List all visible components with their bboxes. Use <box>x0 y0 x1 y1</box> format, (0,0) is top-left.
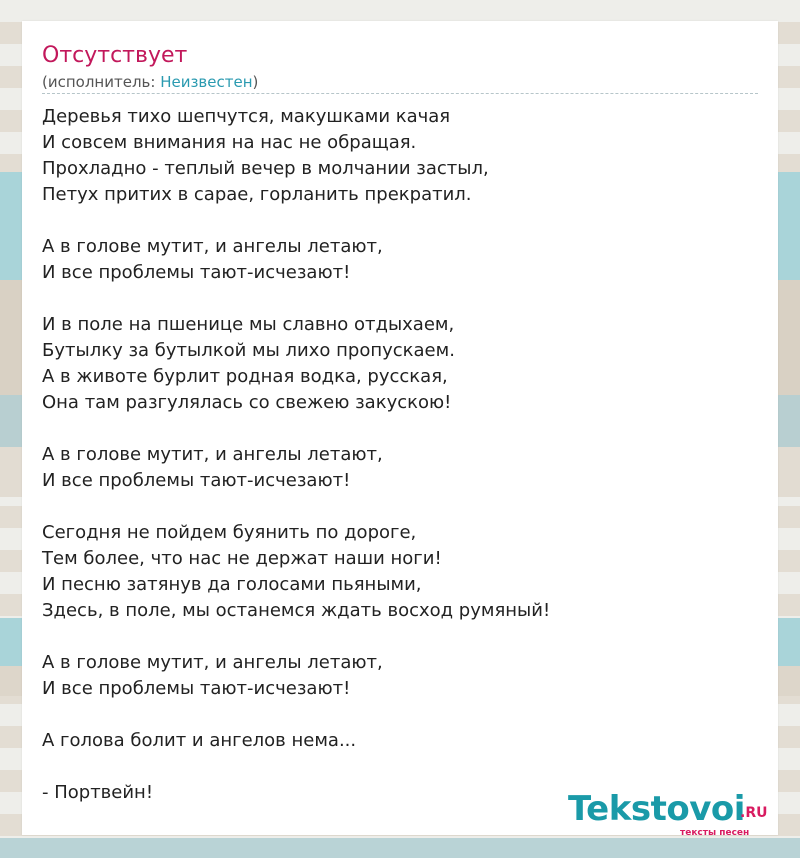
lyric-blank-line <box>42 702 762 728</box>
lyric-blank-line <box>42 208 762 234</box>
background-stripe <box>0 838 800 858</box>
lyric-line: И в поле на пшенице мы славно отдыхаем, <box>42 314 455 335</box>
lyric-blank-line <box>42 494 762 520</box>
lyric-line: И все проблемы тают-исчезают! <box>42 470 351 491</box>
artist-suffix: ) <box>252 73 259 91</box>
lyric-blank-line <box>42 754 762 780</box>
lyric-line: А в голове мутит, и ангелы летают, <box>42 236 383 257</box>
lyric-line: Прохладно - теплый вечер в молчании застыл, <box>42 158 489 179</box>
site-logo[interactable] <box>568 789 778 839</box>
artist-prefix: (исполнитель: <box>42 73 161 91</box>
logo-wordmark: Tekstovoi <box>568 789 745 829</box>
lyric-line: Петух притих в сарае, горланить прекратил. <box>42 184 472 205</box>
lyrics-body <box>42 104 762 806</box>
lyric-line: А в животе бурлит родная водка, русская, <box>42 366 448 387</box>
lyric-line: И все проблемы тают-исчезают! <box>42 678 351 699</box>
artist-line <box>42 73 258 91</box>
lyric-line: А голова болит и ангелов нема... <box>42 730 357 751</box>
lyric-line: И песню затянув да голосами пьяными, <box>42 574 422 595</box>
song-title: Отсутствует <box>42 43 188 68</box>
artist-link[interactable]: Неизвестен <box>160 73 253 91</box>
lyric-blank-line <box>42 416 762 442</box>
title-divider <box>42 93 758 94</box>
lyric-line: Деревья тихо шепчутся, макушками качая <box>42 106 451 127</box>
lyric-line: Она там разгулялась со свежею закускою! <box>42 392 452 413</box>
lyric-line: - Портвейн! <box>42 782 154 803</box>
lyric-line: Сегодня не пойдем буянить по дороге, <box>42 522 417 543</box>
lyric-blank-line <box>42 286 762 312</box>
lyric-line: Тем более, что нас не держат наши ноги! <box>42 548 442 569</box>
lyric-line: Здесь, в поле, мы останемся ждать восход румяный! <box>42 600 551 621</box>
lyric-line: А в голове мутит, и ангелы летают, <box>42 444 383 465</box>
lyric-blank-line <box>42 624 762 650</box>
lyrics-card <box>22 21 778 838</box>
lyric-line: И совсем внимания на нас не обращая. <box>42 132 417 153</box>
logo-tagline: тексты песен <box>680 828 750 838</box>
logo-tld: .RU <box>740 805 768 821</box>
lyric-line: Бутылку за бутылкой мы лихо пропускаем. <box>42 340 455 361</box>
lyric-line: И все проблемы тают-исчезают! <box>42 262 351 283</box>
lyric-line: А в голове мутит, и ангелы летают, <box>42 652 383 673</box>
